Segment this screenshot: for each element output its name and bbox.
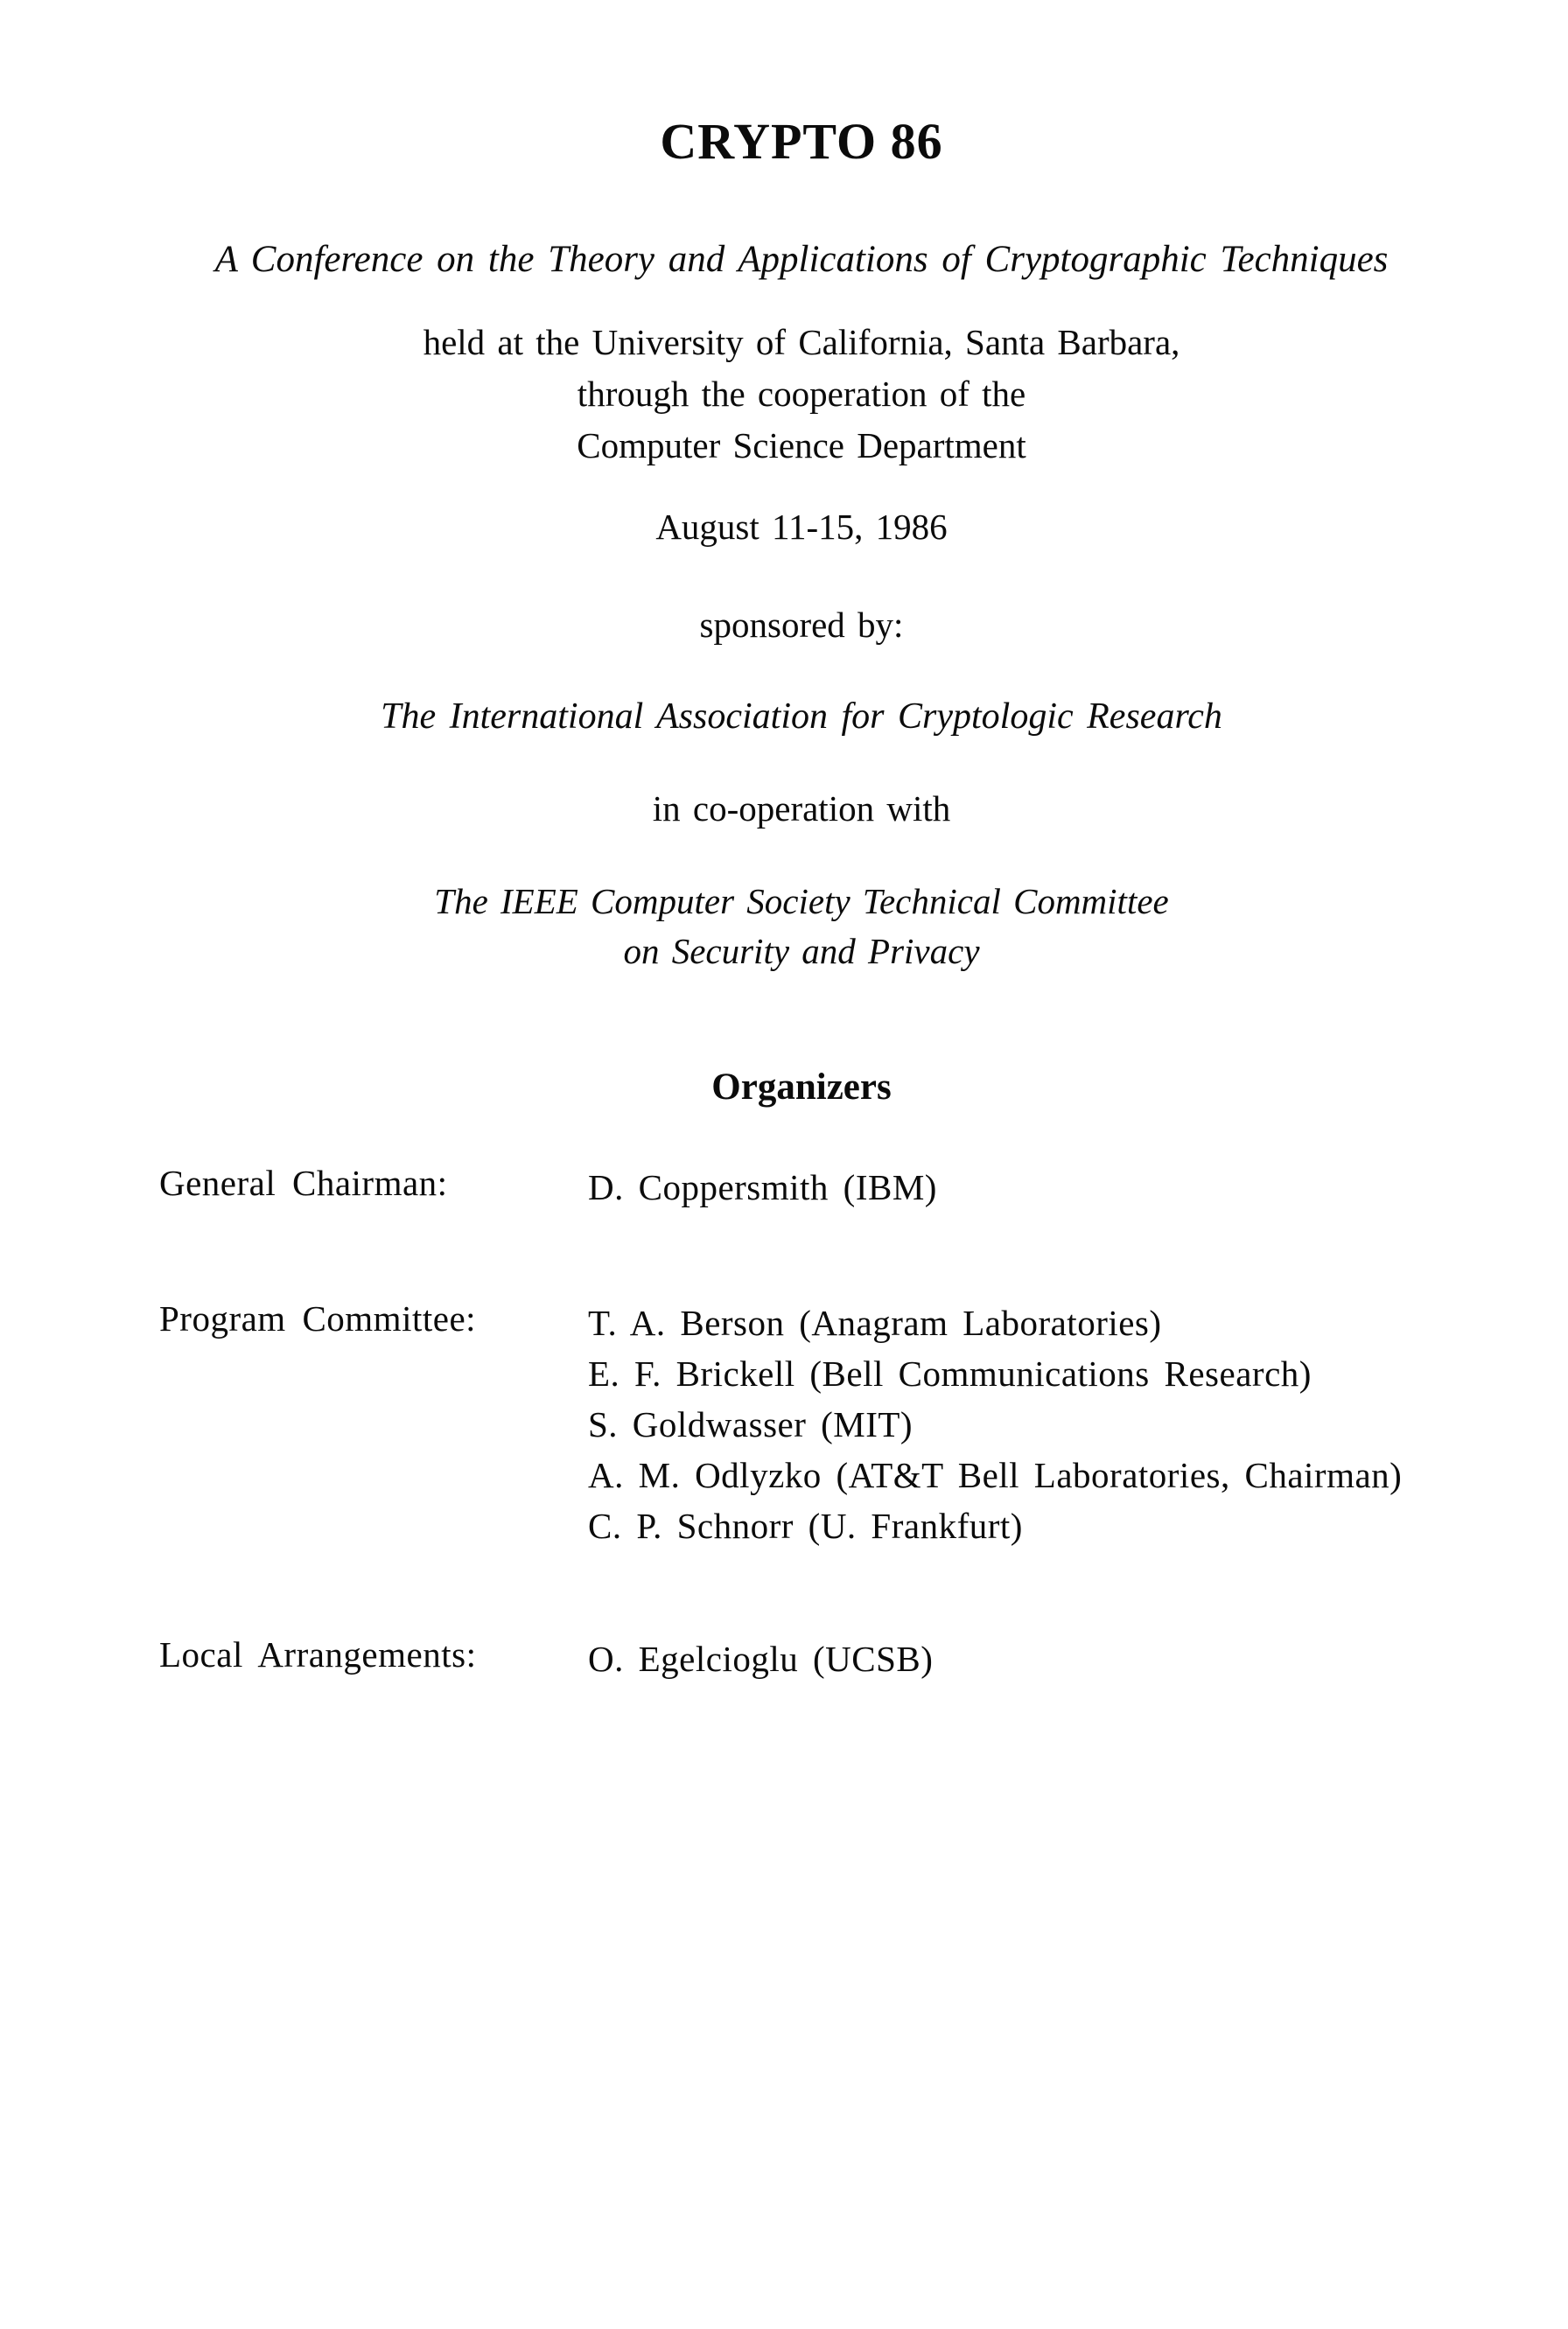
- organizer-member: E. F. Brickell (Bell Communications Research): [588, 1353, 1312, 1394]
- organizer-members-local-arrangements: [588, 1633, 933, 1684]
- cooperating-org-line-2: on Security and Privacy: [623, 931, 980, 971]
- organizer-role-program-committee: Program Committee:: [159, 1298, 477, 1339]
- organizer-member: C. P. Schnorr (U. Frankfurt): [588, 1506, 1023, 1546]
- organizer-member: A. M. Odlyzko (AT&T Bell Laboratories, Chairman): [588, 1455, 1403, 1495]
- conference-dates: August 11-15, 1986: [655, 507, 948, 547]
- organizer-role-local-arrangements: Local Arrangements:: [159, 1634, 477, 1675]
- cooperating-org-block: [18, 877, 1568, 976]
- venue-block: [18, 317, 1568, 472]
- cooperating-org-line-1: The IEEE Computer Society Technical Committee: [434, 881, 1169, 921]
- organizer-member: T. A. Berson (Anagram Laboratories): [588, 1303, 1162, 1343]
- organizer-members-general-chairman: [588, 1162, 937, 1213]
- venue-line-3: Computer Science Department: [577, 425, 1026, 465]
- sponsored-by-label: sponsored by:: [699, 605, 904, 645]
- organizer-role-general-chairman: General Chairman:: [159, 1163, 448, 1203]
- organizer-members-program-committee: [588, 1297, 1402, 1551]
- organizer-member: D. Coppersmith (IBM): [588, 1167, 937, 1207]
- organizers-heading: Organizers: [711, 1067, 892, 1108]
- sponsor-name: The International Association for Cryptologic Research: [381, 696, 1222, 737]
- cooperation-label: in co-operation with: [652, 788, 951, 829]
- conference-subtitle: A Conference on the Theory and Applications of Cryptographic Techniques: [214, 239, 1389, 280]
- conference-title: CRYPTO 86: [660, 113, 943, 170]
- venue-line-2: through the cooperation of the: [577, 374, 1026, 414]
- venue-line-1: held at the University of California, Santa Barbara,: [423, 322, 1180, 362]
- organizer-member: O. Egelcioglu (UCSB): [588, 1639, 934, 1679]
- organizer-member: S. Goldwasser (MIT): [588, 1404, 914, 1444]
